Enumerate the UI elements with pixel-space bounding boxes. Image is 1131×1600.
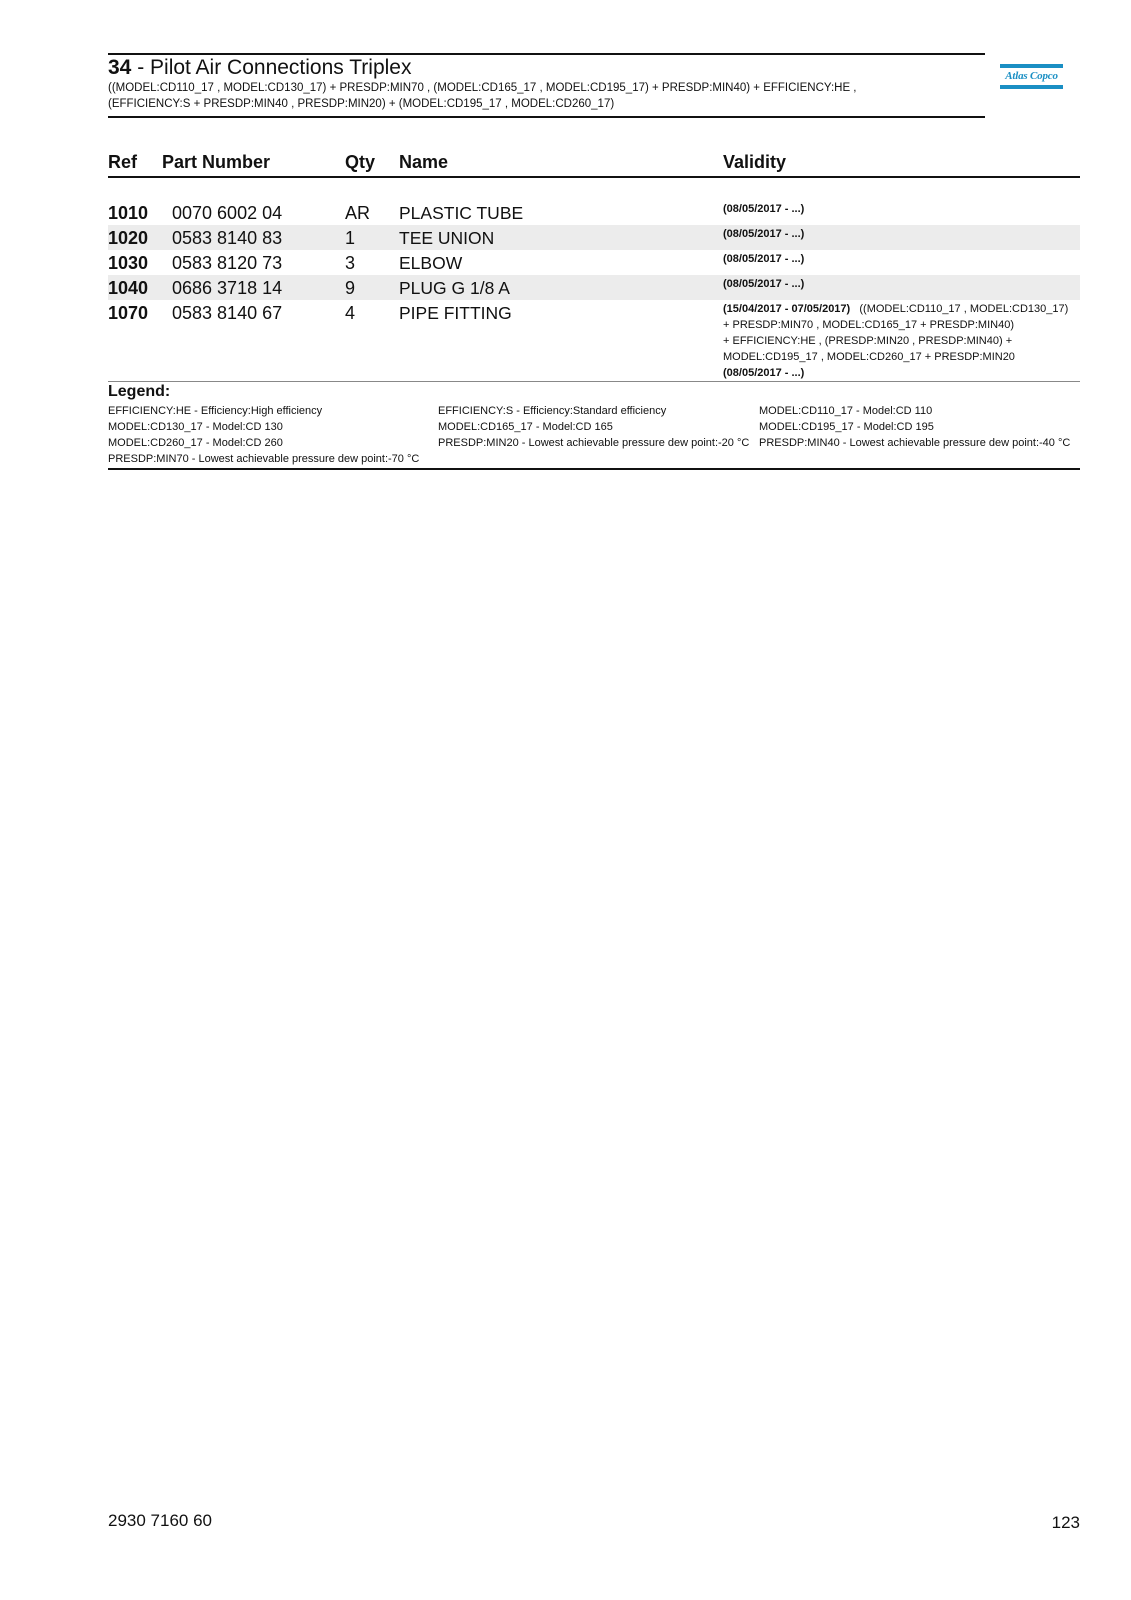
row-qty: 3 <box>345 253 356 273</box>
row-part-number: 0583 8140 83 <box>172 228 283 248</box>
legend-item: EFFICIENCY:HE - Efficiency:High efficiency <box>108 405 323 417</box>
row-ref: 1020 <box>108 228 149 248</box>
legend-item: MODEL:CD260_17 - Model:CD 260 <box>108 437 283 449</box>
atlas-copco-logo <box>1000 64 1063 95</box>
row-validity <box>723 201 1083 217</box>
table-row <box>108 250 1080 275</box>
legend <box>108 382 1080 470</box>
section-applicability-line-2: (EFFICIENCY:S + PRESDP:MIN40 , PRESDP:MIN20) + (MODEL:CD195_17 , MODEL:CD260_17) <box>108 98 615 110</box>
col-header-validity: Validity <box>723 152 787 172</box>
table-row <box>108 225 1080 250</box>
section-title-text: - Pilot Air Connections Triplex <box>131 56 412 79</box>
legend-item: EFFICIENCY:S - Efficiency:Standard efficiency <box>438 405 667 417</box>
row-qty: 4 <box>345 303 356 323</box>
row-part-number: 0686 3718 14 <box>172 278 283 298</box>
validity-condition: + PRESDP:MIN70 , MODEL:CD165_17 + PRESDP:MIN40) <box>723 319 1014 331</box>
validity-period: (08/05/2017 - ...) <box>723 278 805 290</box>
legend-item: MODEL:CD130_17 - Model:CD 130 <box>108 421 283 433</box>
row-qty: AR <box>345 203 371 223</box>
legend-item: PRESDP:MIN20 - Lowest achievable pressure dew point:-20 °C <box>438 437 750 449</box>
row-name: PIPE FITTING <box>399 303 512 323</box>
row-validity <box>723 251 1083 267</box>
section-number: 34 <box>108 56 132 79</box>
row-name: TEE UNION <box>399 228 495 248</box>
validity-period: (08/05/2017 - ...) <box>723 203 805 215</box>
legend-title: Legend: <box>108 383 171 400</box>
row-qty: 9 <box>345 278 356 298</box>
col-header-qty: Qty <box>345 152 376 172</box>
row-ref: 1010 <box>108 203 149 223</box>
row-part-number: 0070 6002 04 <box>172 203 283 223</box>
validity-period: (15/04/2017 - 07/05/2017) <box>723 303 851 315</box>
validity-condition: ((MODEL:CD110_17 , MODEL:CD130_17) <box>859 303 1069 315</box>
legend-item: MODEL:CD165_17 - Model:CD 165 <box>438 421 613 433</box>
row-name: PLUG G 1/8 A <box>399 278 510 298</box>
legend-item: PRESDP:MIN40 - Lowest achievable pressure dew point:-40 °C <box>759 437 1071 449</box>
header-top-rule <box>108 53 985 55</box>
parts-table-body <box>108 200 1080 382</box>
row-part-number: 0583 8120 73 <box>172 253 283 273</box>
logo-bottom-bar <box>1000 85 1063 89</box>
logo-text: Atlas Copco <box>1005 70 1058 82</box>
row-qty: 1 <box>345 228 356 248</box>
validity-condition: MODEL:CD195_17 , MODEL:CD260_17 + PRESDP:MIN20 <box>723 351 1015 363</box>
legend-item: MODEL:CD110_17 - Model:CD 110 <box>759 405 933 417</box>
row-validity <box>723 301 1083 381</box>
row-ref: 1030 <box>108 253 149 273</box>
legend-item: MODEL:CD195_17 - Model:CD 195 <box>759 421 934 433</box>
table-row <box>108 300 1080 382</box>
document-number: 2930 7160 60 <box>108 1511 212 1530</box>
col-header-ref: Ref <box>108 152 138 172</box>
validity-period: (08/05/2017 - ...) <box>723 253 805 265</box>
parts-table-header <box>108 148 1080 178</box>
row-part-number: 0583 8140 67 <box>172 303 283 323</box>
table-row <box>108 200 1080 225</box>
validity-period: (08/05/2017 - ...) <box>723 228 805 240</box>
section-title <box>108 56 985 80</box>
validity-period: (08/05/2017 - ...) <box>723 367 805 379</box>
section-applicability-line-1: ((MODEL:CD110_17 , MODEL:CD130_17) + PRESDP:MIN70 , (MODEL:CD165_17 , MODEL:CD195_17) + PRESDP:MIN40) + EFFICIENCY:HE , <box>108 82 857 94</box>
row-validity <box>723 226 1083 242</box>
row-name: PLASTIC TUBE <box>399 203 524 223</box>
header-bottom-rule <box>108 116 985 118</box>
row-validity <box>723 276 1083 292</box>
section-header <box>108 53 985 118</box>
row-ref: 1070 <box>108 303 149 323</box>
row-ref: 1040 <box>108 278 149 298</box>
col-header-name: Name <box>399 152 449 172</box>
page-number: 123 <box>1051 1513 1080 1532</box>
col-header-part-number: Part Number <box>162 152 271 172</box>
row-name: ELBOW <box>399 253 463 273</box>
validity-condition: + EFFICIENCY:HE , (PRESDP:MIN20 , PRESDP:MIN40) + <box>723 335 1013 347</box>
table-row <box>108 275 1080 300</box>
legend-item: PRESDP:MIN70 - Lowest achievable pressure dew point:-70 °C <box>108 453 420 465</box>
